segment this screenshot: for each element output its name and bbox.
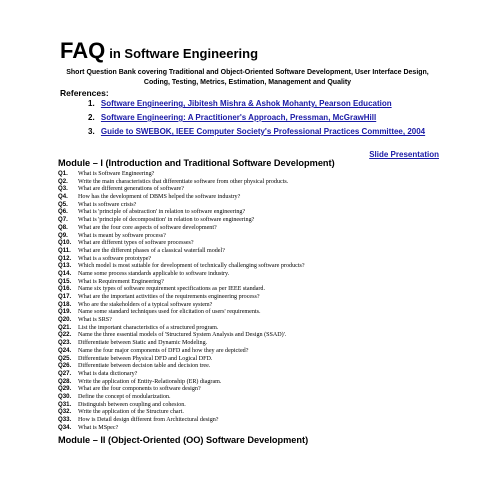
question-text: Which model is most suitable for development of technically challenging software products? — [78, 263, 305, 270]
question-item — [58, 270, 305, 278]
question-number: Q32. — [58, 408, 72, 416]
question-number: Q25. — [58, 354, 72, 362]
question-number: Q13. — [58, 262, 72, 270]
question-text: What are the four core aspects of software development? — [78, 224, 217, 231]
slide-presentation-link[interactable]: Slide Presentation — [369, 150, 439, 159]
question-item — [58, 424, 305, 432]
question-number: Q16. — [58, 285, 72, 293]
question-item — [58, 170, 305, 178]
question-text: Name the three essential models of 'Structured System Analysis and Design (SSAD)'. — [78, 332, 287, 339]
question-number: Q8. — [58, 223, 68, 231]
question-number: Q11. — [58, 246, 71, 254]
question-text: What is 'principle of abstraction' in relation to software engineering? — [78, 209, 246, 216]
question-item — [58, 216, 305, 224]
reference-item — [88, 127, 425, 141]
question-item — [58, 178, 305, 186]
question-text: What is software crisis? — [78, 201, 137, 208]
question-text: Write the application of the Structure chart. — [78, 409, 184, 416]
question-number: Q29. — [58, 385, 72, 393]
question-text: What is Software Engineering? — [78, 171, 155, 177]
question-text: Differentiate between decision table and decision tree. — [78, 363, 211, 370]
question-item — [58, 324, 305, 332]
question-text: Name six types of software requirement specifications as per IEEE standard. — [78, 286, 265, 293]
question-number: Q9. — [58, 231, 68, 239]
question-number: Q15. — [58, 277, 72, 285]
question-text: Differentiate between Static and Dynamic Modeling. — [78, 340, 208, 347]
question-text: What are the different phases of a classical waterfall model? — [78, 247, 225, 254]
reference-link[interactable]: Software Engineering: A Practitioner's Approach, Pressman, McGrawHill — [100, 113, 377, 122]
question-item — [58, 255, 305, 263]
question-item — [58, 393, 305, 401]
question-number: Q14. — [58, 269, 72, 277]
question-number: Q7. — [58, 216, 68, 224]
question-number: Q28. — [58, 377, 72, 385]
question-text: Differentiate between Physical DFD and Logical DFD. — [78, 355, 213, 362]
question-item — [58, 262, 305, 270]
question-number: Q12. — [58, 254, 72, 262]
question-number: Q30. — [58, 392, 72, 400]
references-list — [88, 99, 425, 141]
question-text: Who are the stakeholders of a typical software system? — [78, 301, 213, 308]
question-number: Q21. — [58, 323, 72, 331]
question-number: Q6. — [58, 208, 68, 216]
question-text: What is MSpec? — [78, 424, 119, 431]
question-number: Q4. — [58, 193, 68, 201]
question-number: Q33. — [58, 416, 72, 423]
question-list — [58, 170, 305, 431]
question-number: Q27. — [58, 369, 72, 377]
question-number: Q19. — [58, 308, 72, 316]
question-item — [58, 347, 305, 355]
question-text: Name some standard techniques used for elicitation of users' requirements. — [78, 309, 261, 316]
question-text: What is SRS? — [78, 317, 112, 324]
reference-link[interactable]: Software Engineering, Jibitesh Mishra & Ashok Mohanty, Pearson Education — [100, 99, 392, 108]
reference-number: 2. — [88, 113, 95, 122]
question-number: Q17. — [58, 293, 72, 300]
question-text: List the important characteristics of a structured program. — [78, 324, 219, 331]
reference-number: 3. — [88, 127, 95, 136]
question-text: What is Requirement Engineering? — [78, 278, 164, 285]
reference-link[interactable]: Guide to SWEBOK, IEEE Computer Society's Professional Practices Committee, 2004 — [100, 127, 426, 136]
question-item — [58, 193, 305, 201]
question-text: Distinguish between coupling and cohesion. — [78, 401, 186, 408]
question-item — [58, 316, 305, 324]
question-text: What are different generations of software? — [78, 186, 184, 193]
question-item — [58, 232, 305, 240]
reference-item — [88, 99, 425, 113]
question-item — [58, 408, 305, 416]
question-number: Q20. — [58, 316, 72, 324]
question-text: How is Detail design different from Architectural design? — [78, 417, 219, 423]
question-item — [58, 355, 305, 363]
question-item — [58, 416, 305, 424]
question-text: Define the concept of modularization. — [78, 393, 171, 400]
question-item — [58, 370, 305, 378]
question-item — [58, 362, 305, 370]
question-item — [58, 339, 305, 347]
question-number: Q10. — [58, 239, 72, 247]
question-item — [58, 301, 305, 309]
question-item — [58, 308, 305, 316]
question-item — [58, 331, 305, 339]
question-item — [58, 224, 305, 232]
question-number: Q31. — [58, 400, 72, 408]
references-heading: References: — [60, 88, 109, 98]
question-item — [58, 285, 305, 293]
question-text: What is a software prototype? — [78, 255, 152, 262]
question-text: What are the four components to software design? — [78, 386, 201, 393]
question-text: How has the development of DBMS helped the software industry? — [78, 194, 241, 201]
question-item — [58, 385, 305, 393]
question-text: What is 'principle of decomposition' in relation to software engineering? — [78, 217, 255, 224]
reference-number: 1. — [88, 99, 95, 108]
reference-item — [88, 113, 425, 127]
question-item — [58, 201, 305, 209]
question-number: Q22. — [58, 331, 72, 339]
page-subtitle: Short Question Bank covering Traditional and Object-Oriented Software Development, User Interface Design, Coding, Testing, Metrics, Estimation, Management and Quality — [66, 69, 429, 86]
question-number: Q5. — [58, 200, 68, 208]
question-text: Write the application of Entity-Relationship (ER) diagram. — [78, 378, 222, 385]
question-number: Q3. — [58, 185, 68, 193]
question-item — [58, 239, 305, 247]
question-number: Q24. — [58, 346, 72, 354]
title-rest: in Software Engineering — [109, 46, 259, 61]
question-number: Q26. — [58, 362, 72, 370]
question-number: Q2. — [58, 177, 68, 185]
question-number: Q1. — [58, 170, 68, 177]
question-item — [58, 293, 305, 301]
module-heading: Module – I (Introduction and Traditional Software Development) — [58, 158, 335, 168]
question-text: What are the important activities of the requirements engineering process? — [78, 294, 260, 300]
question-item — [58, 185, 305, 193]
page-title — [60, 40, 258, 62]
question-item — [58, 208, 305, 216]
question-item — [58, 278, 305, 286]
question-text: Name some process standards applicable to software industry. — [78, 270, 230, 277]
question-number: Q34. — [58, 423, 72, 431]
question-text: Name the four major components of DFD and how they are depicted? — [78, 347, 249, 354]
question-item — [58, 247, 305, 255]
question-text: What are different types of software processes? — [78, 240, 194, 247]
question-item — [58, 378, 305, 386]
question-text: Write the main characteristics that differentiate software from other physical products. — [78, 178, 289, 185]
title-main: FAQ — [60, 38, 106, 63]
question-text: What is meant by software process? — [78, 232, 166, 239]
question-item — [58, 401, 305, 409]
question-number: Q18. — [58, 300, 72, 308]
question-text: What is data dictionary? — [78, 370, 138, 377]
module-heading: Module – II (Object-Oriented (OO) Software Development) — [58, 435, 309, 445]
question-number: Q23. — [58, 339, 72, 347]
